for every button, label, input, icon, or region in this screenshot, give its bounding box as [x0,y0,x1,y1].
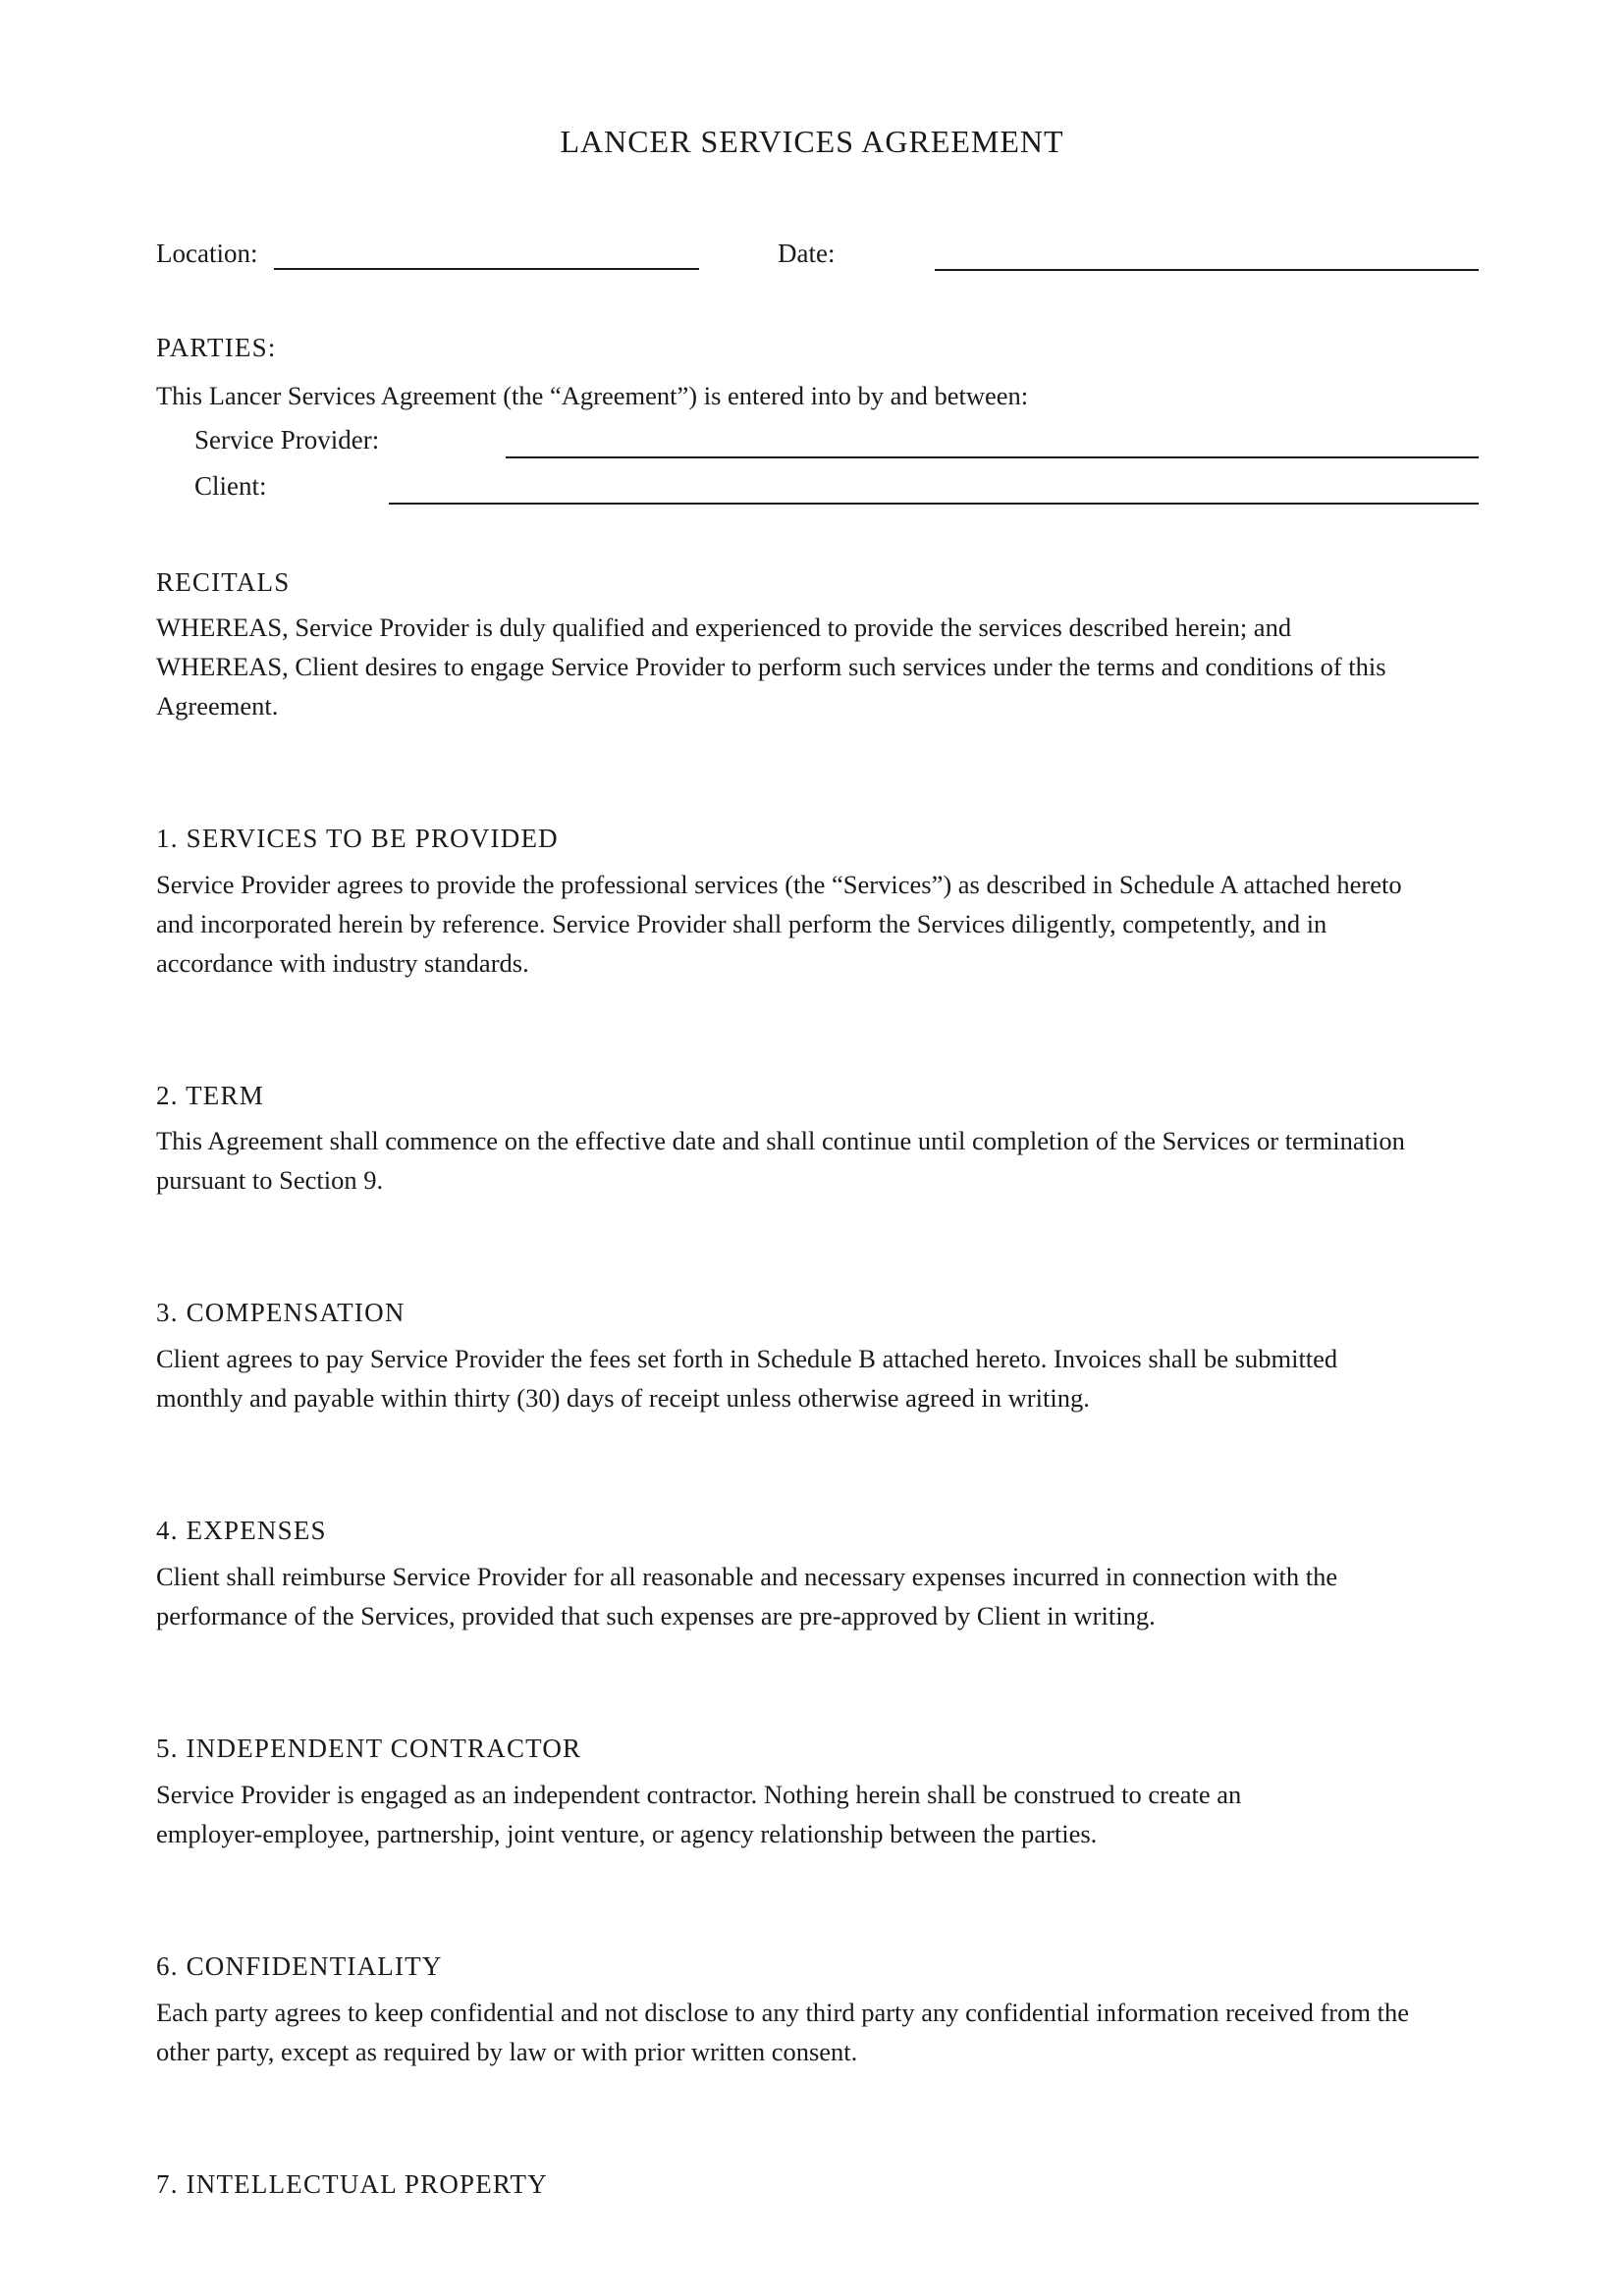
section-2-line: pursuant to Section 9. [156,1165,384,1195]
section-4-body [156,1557,1482,1635]
client-label: Client: [194,471,267,501]
section-5-body [156,1775,1482,1853]
section-2-body [156,1121,1482,1200]
service-provider-field[interactable] [506,456,1479,458]
section-3-body [156,1339,1482,1417]
section-3-heading: 3. COMPENSATION [156,1298,406,1327]
location-label: Location: [156,239,258,268]
section-3-line: Client agrees to pay Service Provider the fees set forth in Schedule B attached hereto. Invoices shall be submitted [156,1344,1338,1373]
section-1-line: and incorporated herein by reference. Service Provider shall perform the Services diligently, competently, and in [156,909,1327,938]
parties-intro-line: This Lancer Services Agreement (the “Agreement”) is entered into by and between: [156,381,1029,410]
recitals-heading: RECITALS [156,567,291,597]
section-6-line: Each party agrees to keep confidential and not disclose to any third party any confidential information received from the [156,1998,1409,2027]
section-2-line: This Agreement shall commence on the effective date and shall continue until completion of the Services or termination [156,1126,1405,1155]
section-1-line: accordance with industry standards. [156,948,529,978]
date-field[interactable] [935,269,1479,271]
date-label: Date: [778,239,836,268]
service-provider-label: Service Provider: [194,425,380,454]
parties-intro [156,376,1482,415]
section-4-line: Client shall reimburse Service Provider for all reasonable and necessary expenses incurred in connection with the [156,1562,1338,1591]
section-1-heading: 1. SERVICES TO BE PROVIDED [156,824,559,853]
recitals-line: WHEREAS, Client desires to engage Service Provider to perform such services under the terms and conditions of this [156,652,1386,681]
section-3-line: monthly and payable within thirty (30) days of receipt unless otherwise agreed in writing. [156,1383,1090,1413]
section-7-heading: 7. INTELLECTUAL PROPERTY [156,2169,548,2199]
recitals-line: WHEREAS, Service Provider is duly qualified and experienced to provide the services described herein; and [156,613,1292,642]
parties-heading: PARTIES: [156,333,277,362]
client-field[interactable] [389,503,1479,505]
document-title: LANCER SERVICES AGREEMENT [560,124,1064,159]
section-5-line: Service Provider is engaged as an independent contractor. Nothing herein shall be construed to create an [156,1780,1242,1809]
location-field[interactable] [274,268,699,270]
recitals-line: Agreement. [156,691,279,721]
recitals-text [156,608,1482,725]
section-6-line: other party, except as required by law or with prior written consent. [156,2037,858,2066]
section-4-heading: 4. EXPENSES [156,1516,327,1545]
section-1-line: Service Provider agrees to provide the professional services (the “Services”) as described in Schedule A attached hereto [156,870,1402,899]
section-5-line: employer-employee, partnership, joint venture, or agency relationship between the parties. [156,1819,1098,1848]
section-6-heading: 6. CONFIDENTIALITY [156,1951,443,1981]
section-4-line: performance of the Services, provided that such expenses are pre-approved by Client in writing. [156,1601,1156,1630]
section-5-heading: 5. INDEPENDENT CONTRACTOR [156,1734,582,1763]
section-6-body [156,1993,1482,2071]
section-1-body [156,865,1482,983]
section-2-heading: 2. TERM [156,1081,264,1110]
